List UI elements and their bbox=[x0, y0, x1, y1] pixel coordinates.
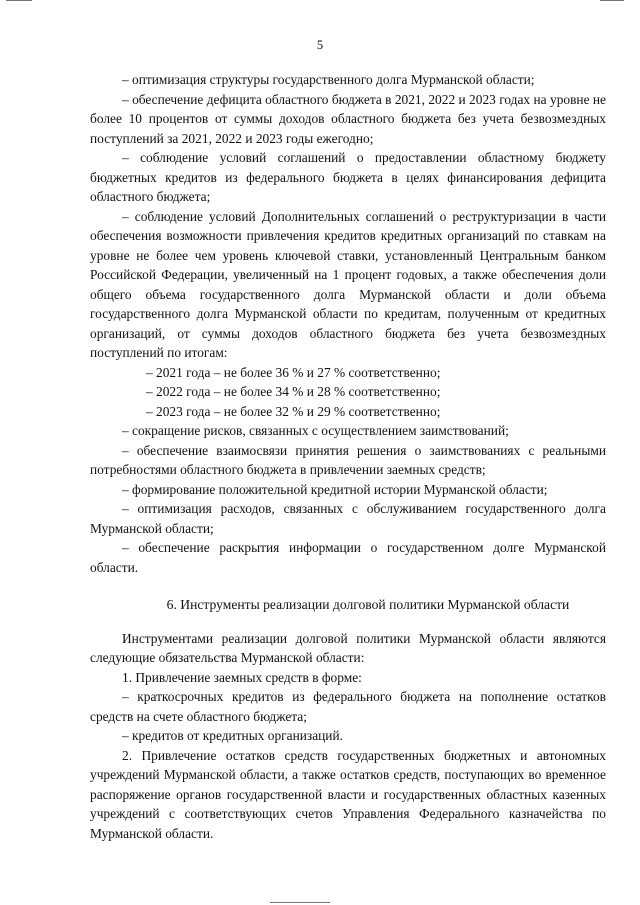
paragraph: – оптимизация структуры государственного долга Мурманской области; bbox=[122, 72, 535, 87]
paragraph: 1. Привлечение заемных средств в форме: bbox=[122, 669, 362, 685]
page-number: 5 bbox=[316, 38, 324, 52]
paragraph: – формирование положительной кредитной истории Мурманской области; bbox=[122, 481, 548, 497]
section-title: 6. Инструменты реализации долговой политики Мурманской области bbox=[166, 597, 570, 612]
paragraph: – обеспечение раскрытия информации о государственном долге Мурманской области. bbox=[90, 540, 606, 575]
paragraph: – соблюдение условий соглашений о предоставлении областному бюджету бюджетных кредитов из федерального бюджета в целях финансирования дефицита областного бюджета; bbox=[90, 150, 606, 204]
paragraph: – оптимизация расходов, связанных с обслуживанием государственного долга Мурманской области; bbox=[90, 501, 606, 536]
paragraph: Инструментами реализации долговой политики Мурманской области являются следующие обязательства Мурманской области: bbox=[90, 630, 606, 665]
paragraph: – краткосрочных кредитов из федерального бюджета на пополнение остатков средств на счете областного бюджета; bbox=[90, 689, 606, 724]
scan-mark-top-left bbox=[6, 0, 32, 1]
scan-mark-top-right bbox=[600, 0, 624, 1]
year-item: – 2023 года – не более 32 % и 29 % соответственно; bbox=[146, 403, 441, 419]
year-item: – 2022 года – не более 34 % и 28 % соответственно; bbox=[146, 384, 441, 399]
year-item: – 2021 года – не более 36 % и 27 % соответственно; bbox=[146, 364, 441, 380]
paragraph: – обеспечение дефицита областного бюджета в 2021, 2022 и 2023 годах на уровне не более 10 процентов от суммы доходов областного бюджета без учета безвозмездных поступлений за 2021, 2022 и 2023 годы ежегодно; bbox=[90, 91, 606, 146]
paragraph: – кредитов от кредитных организаций. bbox=[122, 728, 343, 743]
paragraph: – сокращение рисков, связанных с осуществлением заимствований; bbox=[122, 423, 509, 438]
paragraph: – обеспечение взаимосвязи принятия решения о заимствованиях с реальными потребностями областного бюджета в привлечении заемных средств; bbox=[90, 442, 606, 477]
paragraph: – соблюдение условий Дополнительных соглашений о реструктуризации в части обеспечения возможности привлечения кредитов кредитных организаций по ставкам на уровне не более чем уровень ключевой ставки, установленный Центральным банком Российской Федерации, увеличенный на 1 процент годовых, а также обеспечения доли общего объема государственного долга Мурманской области и доли объема государственного долга Мурманской области по кредитам, полученным от кредитных организаций, от суммы доходов областного бюджета без учета безвозмездных поступлений по итогам: bbox=[90, 208, 606, 360]
scan-mark-bottom bbox=[270, 902, 330, 903]
paragraph: 2. Привлечение остатков средств государственных бюджетных и автономных учреждений Мурманской области, а также остатков средств, поступающих во временное распоряжение органов государственной власти и государственных областных казенных учреждений с соответствующих счетов Управления Федерального казначейства по Мурманской области. bbox=[90, 747, 606, 841]
document-body bbox=[90, 70, 606, 843]
